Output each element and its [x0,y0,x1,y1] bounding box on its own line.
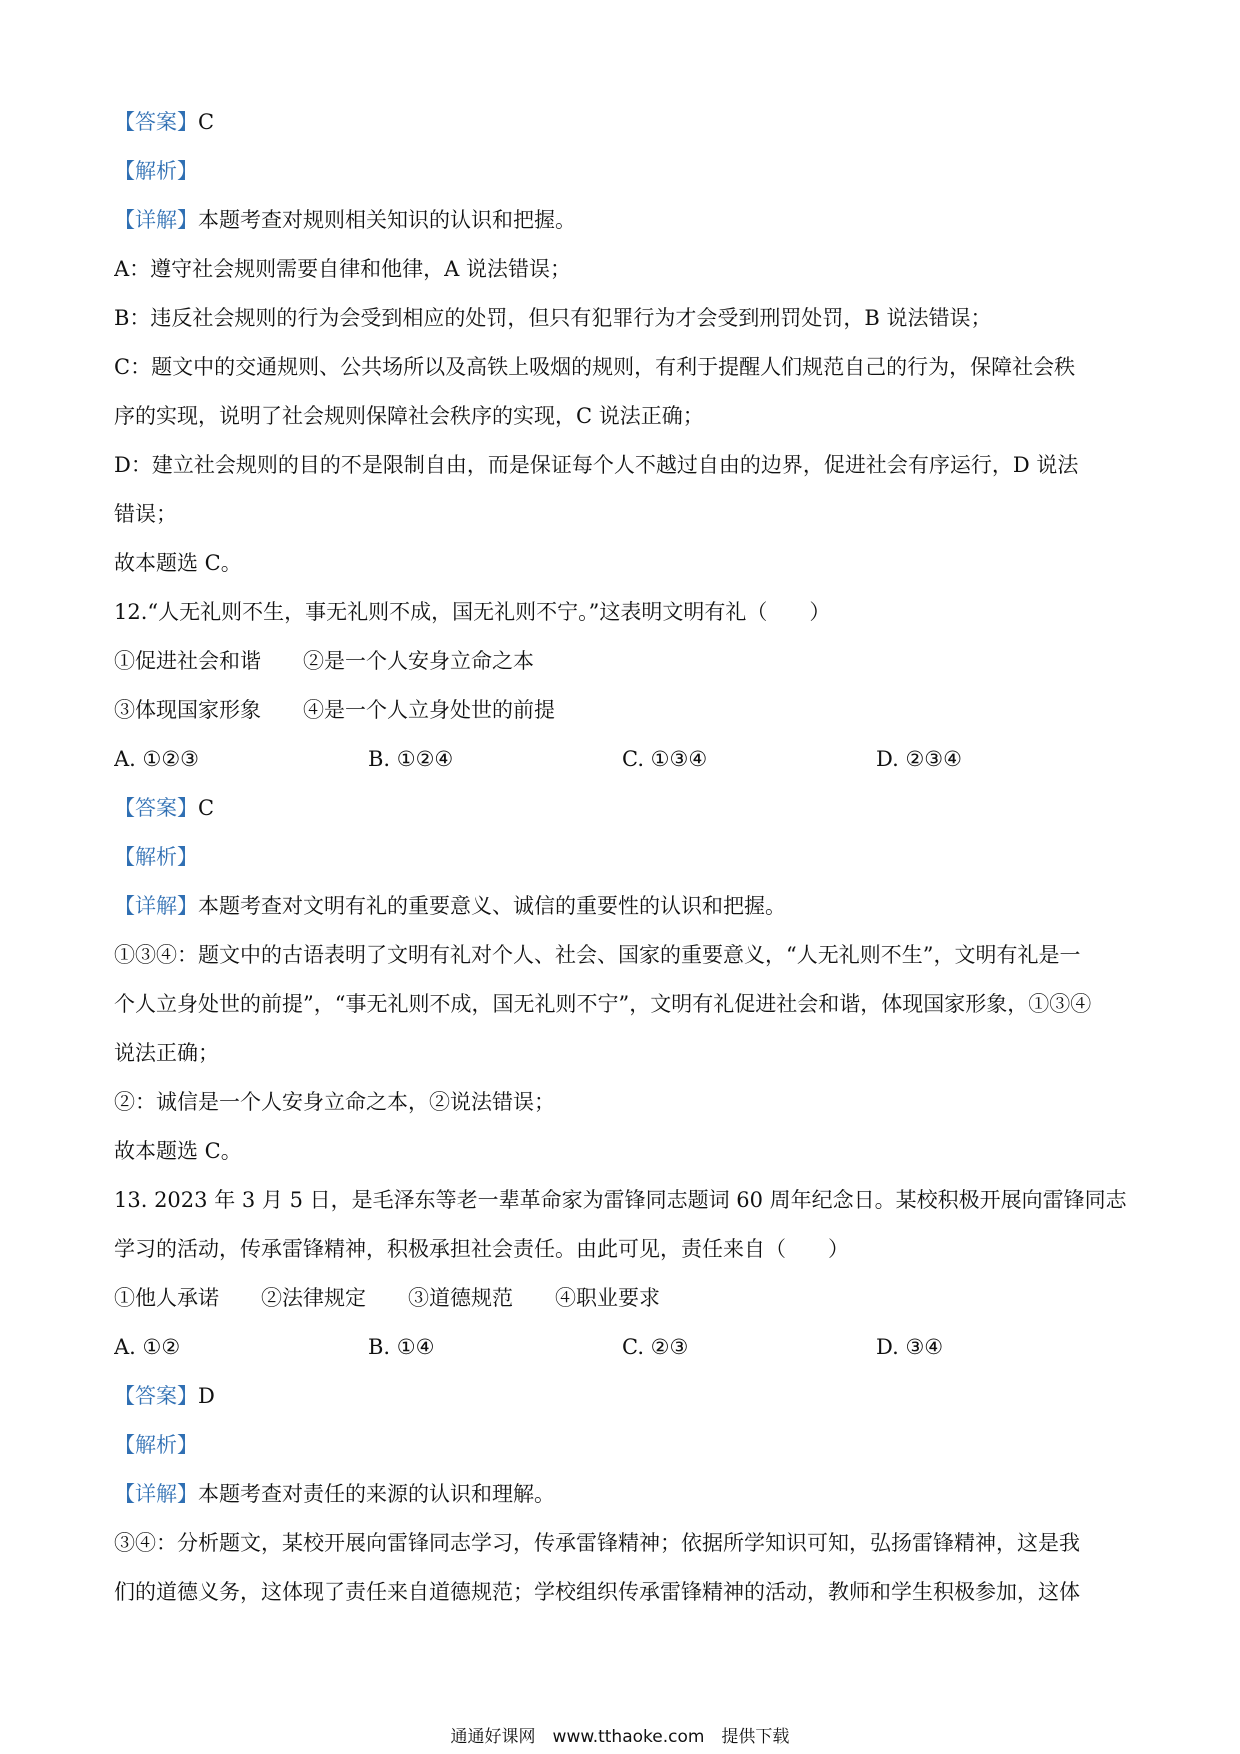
q12-line: ①③④：题文中的古语表明了文明有礼对个人、社会、国家的重要意义，“人无礼则不生”，文明有礼是一 [114,943,1081,967]
q11-line: A：遵守社会规则需要自律和他律，A 说法错误； [114,257,572,281]
option-b: B. ①②④ [368,747,454,771]
q11-answer [114,98,1132,147]
q13-answer [114,1372,1132,1421]
answer-label: 【答案】 [114,1384,198,1408]
q13-analysis [114,1421,1132,1470]
page-footer: 通通好课网 www.tthaoke.com 提供下载 [450,1727,790,1747]
answer-value: C [198,110,215,134]
q13-detail [114,1470,1132,1519]
option-d: D. ③④ [876,1335,944,1359]
q12-statement: ③体现国家形象 ④是一个人立身处世的前提 [114,698,555,722]
q13-statement: ①他人承诺 ②法律规定 ③道德规范 ④职业要求 [114,1286,660,1310]
option-c: C. ②③ [622,1335,689,1359]
q11-line: B：违反社会规则的行为会受到相应的处罚，但只有犯罪行为才会受到刑罚处罚，B 说法错误； [114,306,992,330]
q11-line: C：题文中的交通规则、公共场所以及高铁上吸烟的规则，有利于提醒人们规范自己的行为，保障社会秩 [114,355,1076,379]
q11-detail [114,196,1132,245]
analysis-label: 【解析】 [114,1433,198,1457]
q12-answer [114,784,1132,833]
q11-line: 错误； [114,502,177,526]
detail-label: 【详解】 [114,894,198,918]
detail-intro: 本题考查对责任的来源的认识和理解。 [198,1482,555,1506]
q12-statement: ①促进社会和谐 ②是一个人安身立命之本 [114,649,534,673]
q12-stem: 12.“人无礼则不生，事无礼则不成，国无礼则不宁。”这表明文明有礼（ ） [114,600,831,624]
q12-detail [114,882,1132,931]
q12-analysis [114,833,1132,882]
answer-value: D [198,1384,215,1408]
option-a: A. ①② [114,1335,181,1359]
q11-line: D：建立社会规则的目的不是限制自由，而是保证每个人不越过自由的边界，促进社会有序运行，D 说法 [114,453,1079,477]
option-a: A. ①②③ [114,747,199,771]
detail-label: 【详解】 [114,208,198,232]
answer-label: 【答案】 [114,796,198,820]
q12-line: 说法正确； [114,1041,219,1065]
q12-line: 故本题选 C。 [114,1139,242,1163]
q13-line: 们的道德义务，这体现了责任来自道德规范；学校组织传承雷锋精神的活动，教师和学生积极参加，这体 [114,1580,1080,1604]
option-c: C. ①③④ [622,747,708,771]
detail-intro: 本题考查对文明有礼的重要意义、诚信的重要性的认识和把握。 [198,894,786,918]
option-b: B. ①④ [368,1335,435,1359]
answer-value: C [198,796,215,820]
q13-stem: 13. 2023 年 3 月 5 日，是毛泽东等老一辈革命家为雷锋同志题词 60 周年纪念日。某校积极开展向雷锋同志 [114,1188,1127,1212]
q12-line: ②：诚信是一个人安身立命之本，②说法错误； [114,1090,555,1114]
option-d: D. ②③④ [876,747,962,771]
answer-label: 【答案】 [114,110,198,134]
detail-label: 【详解】 [114,1482,198,1506]
analysis-label: 【解析】 [114,159,198,183]
q13-line: ③④：分析题文，某校开展向雷锋同志学习，传承雷锋精神；依据所学知识可知，弘扬雷锋精神，这是我 [114,1531,1080,1555]
q12-options [114,735,1132,784]
detail-intro: 本题考查对规则相关知识的认识和把握。 [198,208,576,232]
q11-line: 序的实现，说明了社会规则保障社会秩序的实现，C 说法正确； [114,404,704,428]
q11-analysis [114,147,1132,196]
document-body [114,98,1132,1617]
q11-line: 故本题选 C。 [114,551,242,575]
analysis-label: 【解析】 [114,845,198,869]
q12-line: 个人立身处世的前提”，“事无礼则不成，国无礼则不宁”，文明有礼促进社会和谐，体现国家形象，①③④ [114,992,1092,1016]
q13-options [114,1323,1132,1372]
q13-stem: 学习的活动，传承雷锋精神，积极承担社会责任。由此可见，责任来自（ ） [114,1237,849,1261]
